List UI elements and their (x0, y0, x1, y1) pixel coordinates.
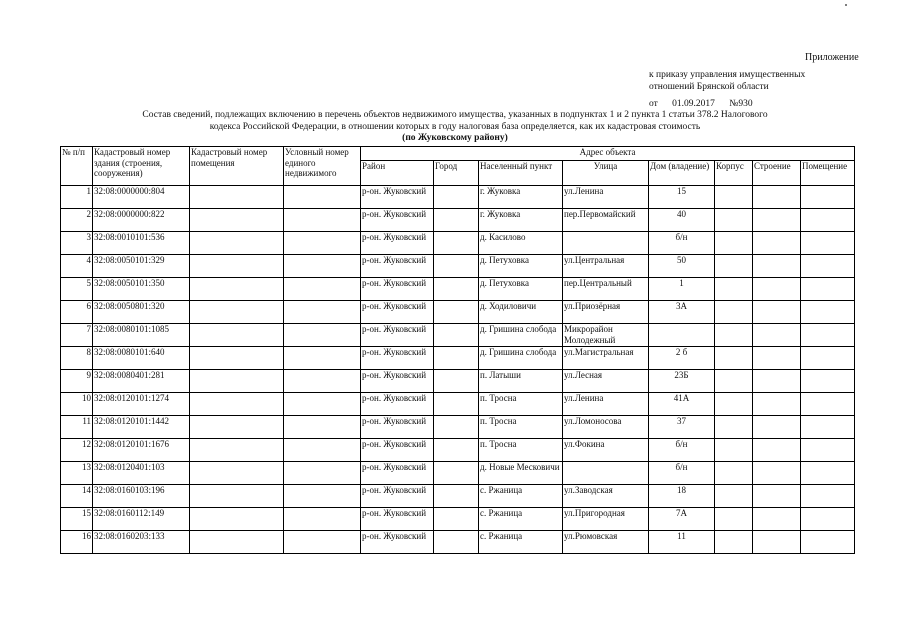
pomeshchenie-cell (801, 416, 855, 439)
korpus-cell (715, 186, 753, 209)
row-number: 15 (61, 508, 93, 531)
rayon-cell: р-он. Жуковский (361, 324, 434, 347)
stroenie-cell (753, 186, 801, 209)
cad-building-cell: 32:08:0120101:1274 (93, 393, 190, 416)
table-row (61, 186, 855, 209)
rayon-cell: р-он. Жуковский (361, 508, 434, 531)
cad-building-cell: 32:08:0000000:804 (93, 186, 190, 209)
row-number: 6 (61, 301, 93, 324)
heading-line-2: кодекса Российской Федерации, в отношении которых в году налоговая база определяется, как их кадастровая стоимость (209, 121, 701, 132)
street-cell: ул.Рюмовская (563, 531, 649, 554)
street-cell: ул.Ломоносова (563, 416, 649, 439)
scan-speck (845, 4, 847, 6)
table-row (61, 370, 855, 393)
gorod-cell (434, 370, 479, 393)
table-row (61, 324, 855, 347)
table-body (61, 186, 855, 554)
row-number: 16 (61, 531, 93, 554)
row-number: 4 (61, 255, 93, 278)
header-dom: Дом (владение) (649, 161, 715, 186)
rayon-cell: р-он. Жуковский (361, 232, 434, 255)
row-number: 12 (61, 439, 93, 462)
rayon-cell: р-он. Жуковский (361, 462, 434, 485)
table-header (61, 147, 855, 186)
house-cell: 37 (649, 416, 715, 439)
house-cell: 41А (649, 393, 715, 416)
row-number: 13 (61, 462, 93, 485)
gorod-cell (434, 186, 479, 209)
cond-number-cell (284, 439, 361, 462)
cad-building-cell: 32:08:0120101:1442 (93, 416, 190, 439)
locality-cell: г. Жуковка (479, 209, 563, 232)
order-line-2: отношений Брянской области (649, 82, 769, 92)
street-cell: ул.Ленина (563, 186, 649, 209)
stroenie-cell (753, 531, 801, 554)
locality-cell: д. Гришина слобода (479, 324, 563, 347)
locality-cell: д. Новые Месковичи (479, 462, 563, 485)
cond-number-cell (284, 209, 361, 232)
street-cell (563, 232, 649, 255)
rayon-cell: р-он. Жуковский (361, 255, 434, 278)
row-number: 7 (61, 324, 93, 347)
cond-number-cell (284, 508, 361, 531)
table-row (61, 347, 855, 370)
pomeshchenie-cell (801, 278, 855, 301)
cad-premises-cell (190, 186, 284, 209)
house-cell: 23Б (649, 370, 715, 393)
cad-premises-cell (190, 370, 284, 393)
street-cell: ул.Пригородная (563, 508, 649, 531)
stroenie-cell (753, 393, 801, 416)
heading-line-1: Состав сведений, подлежащих включению в перечень объектов недвижимого имущества, указанных в подпунктах 1 и 2 пункта 1 статьи 378.2 Налогового (142, 110, 768, 120)
table-row (61, 255, 855, 278)
stroenie-cell (753, 508, 801, 531)
rayon-cell: р-он. Жуковский (361, 416, 434, 439)
house-cell: 7А (649, 508, 715, 531)
korpus-cell (715, 439, 753, 462)
pomeshchenie-cell (801, 209, 855, 232)
row-number: 10 (61, 393, 93, 416)
gorod-cell (434, 416, 479, 439)
house-cell: 15 (649, 186, 715, 209)
cond-number-cell (284, 485, 361, 508)
table-row (61, 301, 855, 324)
header-stroenie: Строение (753, 161, 801, 186)
locality-cell: д. Касилово (479, 232, 563, 255)
house-cell: б/н (649, 462, 715, 485)
gorod-cell (434, 485, 479, 508)
order-line-1: к приказу управления имущественных (649, 70, 806, 80)
korpus-cell (715, 393, 753, 416)
house-cell: б/н (649, 439, 715, 462)
header-gorod: Город (434, 161, 479, 186)
cad-building-cell: 32:08:0120401:103 (93, 462, 190, 485)
locality-cell: д. Ходиловичи (479, 301, 563, 324)
header-cond-number: Условный номер единого недвижимого (284, 147, 361, 186)
locality-cell: с. Ржаница (479, 508, 563, 531)
pomeshchenie-cell (801, 324, 855, 347)
rayon-cell: р-он. Жуковский (361, 531, 434, 554)
cad-premises-cell (190, 278, 284, 301)
korpus-cell (715, 508, 753, 531)
cad-building-cell: 32:08:0050801:320 (93, 301, 190, 324)
locality-cell: п. Тросна (479, 416, 563, 439)
cad-premises-cell (190, 416, 284, 439)
row-number: 8 (61, 347, 93, 370)
cond-number-cell (284, 278, 361, 301)
pomeshchenie-cell (801, 439, 855, 462)
cond-number-cell (284, 347, 361, 370)
pomeshchenie-cell (801, 232, 855, 255)
cad-premises-cell (190, 508, 284, 531)
pomeshchenie-cell (801, 255, 855, 278)
gorod-cell (434, 301, 479, 324)
header-rayon: Район (361, 161, 434, 186)
korpus-cell (715, 416, 753, 439)
header-cad-premises: Кадастровый номер помещения (190, 147, 284, 186)
locality-cell: с. Ржаница (479, 485, 563, 508)
cond-number-cell (284, 301, 361, 324)
cond-number-cell (284, 416, 361, 439)
order-number: №930 (729, 99, 753, 109)
korpus-cell (715, 301, 753, 324)
stroenie-cell (753, 232, 801, 255)
order-reference (649, 69, 805, 110)
cad-premises-cell (190, 324, 284, 347)
stroenie-cell (753, 255, 801, 278)
cond-number-cell (284, 462, 361, 485)
korpus-cell (715, 232, 753, 255)
order-from-label: от (649, 99, 658, 109)
cad-premises-cell (190, 232, 284, 255)
row-number: 5 (61, 278, 93, 301)
table-row (61, 232, 855, 255)
cond-number-cell (284, 324, 361, 347)
stroenie-cell (753, 370, 801, 393)
stroenie-cell (753, 324, 801, 347)
street-cell: Микрорайон Молодежный (563, 324, 649, 347)
header-korpus: Корпус (715, 161, 753, 186)
house-cell: 40 (649, 209, 715, 232)
stroenie-cell (753, 209, 801, 232)
pomeshchenie-cell (801, 186, 855, 209)
cad-building-cell: 32:08:0080101:1085 (93, 324, 190, 347)
header-nas-punkt: Населенный пункт (479, 161, 563, 186)
cad-building-cell: 32:08:0050101:350 (93, 278, 190, 301)
house-cell: 50 (649, 255, 715, 278)
street-cell: ул.Центральная (563, 255, 649, 278)
rayon-cell: р-он. Жуковский (361, 439, 434, 462)
header-ulica: Улица (563, 161, 649, 186)
table-row (61, 393, 855, 416)
cad-building-cell: 32:08:0120101:1676 (93, 439, 190, 462)
gorod-cell (434, 347, 479, 370)
table-row (61, 462, 855, 485)
property-registry-table (60, 146, 855, 554)
pomeshchenie-cell (801, 531, 855, 554)
gorod-cell (434, 393, 479, 416)
pomeshchenie-cell (801, 370, 855, 393)
gorod-cell (434, 255, 479, 278)
korpus-cell (715, 347, 753, 370)
pomeshchenie-cell (801, 485, 855, 508)
street-cell: ул.Фокина (563, 439, 649, 462)
house-cell: 3А (649, 301, 715, 324)
korpus-cell (715, 324, 753, 347)
pomeshchenie-cell (801, 508, 855, 531)
pomeshchenie-cell (801, 347, 855, 370)
locality-cell: с. Ржаница (479, 531, 563, 554)
cad-building-cell: 32:08:0160203:133 (93, 531, 190, 554)
rayon-cell: р-он. Жуковский (361, 278, 434, 301)
cad-premises-cell (190, 255, 284, 278)
cond-number-cell (284, 232, 361, 255)
house-cell: 2 б (649, 347, 715, 370)
table-row (61, 485, 855, 508)
house-cell: 18 (649, 485, 715, 508)
stroenie-cell (753, 301, 801, 324)
cond-number-cell (284, 255, 361, 278)
rayon-cell: р-он. Жуковский (361, 301, 434, 324)
cad-building-cell: 32:08:0080401:281 (93, 370, 190, 393)
row-number: 11 (61, 416, 93, 439)
table-row (61, 278, 855, 301)
pomeshchenie-cell (801, 301, 855, 324)
gorod-cell (434, 209, 479, 232)
stroenie-cell (753, 278, 801, 301)
cad-premises-cell (190, 393, 284, 416)
cad-premises-cell (190, 462, 284, 485)
table-row (61, 209, 855, 232)
rayon-cell: р-он. Жуковский (361, 209, 434, 232)
street-cell (563, 462, 649, 485)
row-number: 3 (61, 232, 93, 255)
cad-premises-cell (190, 485, 284, 508)
street-cell: пер.Первомайский (563, 209, 649, 232)
cad-premises-cell (190, 531, 284, 554)
cad-building-cell: 32:08:0160103:196 (93, 485, 190, 508)
rayon-cell: р-он. Жуковский (361, 186, 434, 209)
house-cell: 1 (649, 278, 715, 301)
stroenie-cell (753, 416, 801, 439)
header-address: Адрес объекта (361, 147, 855, 161)
korpus-cell (715, 255, 753, 278)
cad-building-cell: 32:08:0080101:640 (93, 347, 190, 370)
gorod-cell (434, 278, 479, 301)
street-cell: ул.Заводская (563, 485, 649, 508)
appendix-title: Приложение (805, 52, 859, 63)
stroenie-cell (753, 439, 801, 462)
locality-cell: д. Гришина слобода (479, 347, 563, 370)
korpus-cell (715, 531, 753, 554)
street-cell: ул.Приозёрная (563, 301, 649, 324)
district-subtitle: (по Жуковскому району) (402, 133, 508, 143)
cond-number-cell (284, 393, 361, 416)
pomeshchenie-cell (801, 462, 855, 485)
street-cell: ул.Ленина (563, 393, 649, 416)
korpus-cell (715, 370, 753, 393)
locality-cell: д. Петуховка (479, 278, 563, 301)
korpus-cell (715, 485, 753, 508)
locality-cell: п. Тросна (479, 393, 563, 416)
street-cell: ул.Магистральная (563, 347, 649, 370)
order-date: 01.09.2017 (672, 99, 715, 109)
locality-cell: п. Латыши (479, 370, 563, 393)
order-date-line (649, 98, 805, 110)
pomeshchenie-cell (801, 393, 855, 416)
house-cell (649, 324, 715, 347)
gorod-cell (434, 232, 479, 255)
locality-cell: г. Жуковка (479, 186, 563, 209)
locality-cell: п. Тросна (479, 439, 563, 462)
cad-premises-cell (190, 209, 284, 232)
row-number: 2 (61, 209, 93, 232)
locality-cell: д. Петуховка (479, 255, 563, 278)
row-number: 14 (61, 485, 93, 508)
stroenie-cell (753, 485, 801, 508)
header-pomeshchenie: Помещение (801, 161, 855, 186)
cond-number-cell (284, 370, 361, 393)
cad-building-cell: 32:08:0160112:149 (93, 508, 190, 531)
stroenie-cell (753, 462, 801, 485)
rayon-cell: р-он. Жуковский (361, 393, 434, 416)
header-cad-building: Кадастровый номер здания (строения, сооружения) (93, 147, 190, 186)
document-heading (60, 110, 850, 145)
gorod-cell (434, 439, 479, 462)
cad-building-cell: 32:08:0010101:536 (93, 232, 190, 255)
rayon-cell: р-он. Жуковский (361, 485, 434, 508)
korpus-cell (715, 462, 753, 485)
rayon-cell: р-он. Жуковский (361, 347, 434, 370)
header-num: № п/п (61, 147, 93, 186)
table-row (61, 508, 855, 531)
row-number: 9 (61, 370, 93, 393)
gorod-cell (434, 462, 479, 485)
cad-premises-cell (190, 439, 284, 462)
street-cell: ул.Лесная (563, 370, 649, 393)
cad-building-cell: 32:08:0000000:822 (93, 209, 190, 232)
cond-number-cell (284, 186, 361, 209)
row-number: 1 (61, 186, 93, 209)
korpus-cell (715, 209, 753, 232)
rayon-cell: р-он. Жуковский (361, 370, 434, 393)
table-row (61, 416, 855, 439)
table-row (61, 439, 855, 462)
cad-building-cell: 32:08:0050101:329 (93, 255, 190, 278)
table-row (61, 531, 855, 554)
gorod-cell (434, 324, 479, 347)
gorod-cell (434, 508, 479, 531)
korpus-cell (715, 278, 753, 301)
house-cell: б/н (649, 232, 715, 255)
stroenie-cell (753, 347, 801, 370)
cond-number-cell (284, 531, 361, 554)
cad-premises-cell (190, 347, 284, 370)
gorod-cell (434, 531, 479, 554)
cad-premises-cell (190, 301, 284, 324)
street-cell: пер.Центральный (563, 278, 649, 301)
house-cell: 11 (649, 531, 715, 554)
